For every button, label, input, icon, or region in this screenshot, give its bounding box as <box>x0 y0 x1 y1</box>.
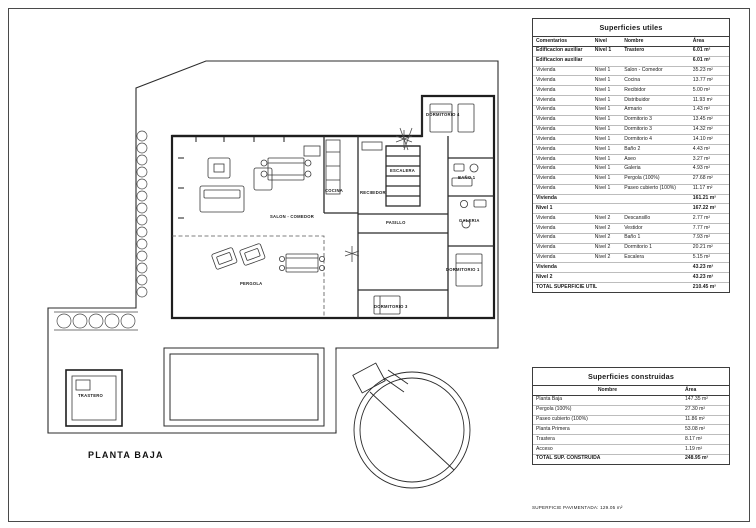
room-label-cocina: COCINA <box>325 188 344 193</box>
table-cell <box>592 194 621 204</box>
paved-surface-note: SUPERFICIE PAVIMENTADA: 129.05 m² <box>532 505 623 510</box>
table-row <box>533 435 729 445</box>
table-cell: 5.00 m² <box>690 86 729 96</box>
table-cell: Nivel 1 <box>592 174 621 184</box>
table-row <box>533 56 729 66</box>
table-cell: 6.01 m² <box>690 46 729 56</box>
table-row <box>533 253 729 263</box>
room-label-bano-1: BAÑO 1 <box>458 175 476 180</box>
table-row <box>533 96 729 106</box>
table-cell: 11.17 m² <box>690 184 729 194</box>
table-cell: 1.19 m² <box>682 445 729 455</box>
table-cell: 7.77 m² <box>690 224 729 234</box>
table-cell: Planta Primera <box>533 425 682 435</box>
table-row <box>533 184 729 194</box>
table-row <box>533 263 729 273</box>
table-cell: Edificacion auxiliar <box>533 46 592 56</box>
col-nombre: Nombre <box>621 37 690 46</box>
table-row <box>533 66 729 76</box>
table-cell: Nivel 1 <box>533 204 592 214</box>
table-cell <box>592 56 621 66</box>
table-cell: 7.93 m² <box>690 233 729 243</box>
table-cell: 43.23 m² <box>690 273 729 283</box>
col-area: Área <box>690 37 729 46</box>
table-row <box>533 395 729 405</box>
table-cell: Vivienda <box>533 86 592 96</box>
table-row <box>533 405 729 415</box>
table-cell: 248.95 m² <box>682 454 729 463</box>
room-label-pergola: PERGOLA <box>240 281 263 286</box>
table-cell: Dormitorio 4 <box>621 135 690 145</box>
table-cell: Nivel 2 <box>592 243 621 253</box>
table-row <box>533 233 729 243</box>
table-cell: Vivienda <box>533 233 592 243</box>
room-label-trastero: TRASTERO <box>78 393 104 398</box>
table-superficies-utiles <box>532 18 730 293</box>
table-cell: Vivienda <box>533 184 592 194</box>
table-cell: Trastera <box>533 435 682 445</box>
room-label-escalera: ESCALERA <box>390 168 416 173</box>
table-cell: Vivienda <box>533 253 592 263</box>
table-cell: Dormitorio 3 <box>621 115 690 125</box>
table-cell: Vivienda <box>533 174 592 184</box>
table-cell: 53.08 m² <box>682 425 729 435</box>
table-cell: TOTAL SUP. CONSTRUIDA <box>533 454 682 463</box>
col-nombre: Nombre <box>533 386 682 395</box>
table-cell: Pergola (100%) <box>621 174 690 184</box>
table-cell <box>592 273 621 283</box>
table-cell: Nivel 1 <box>592 105 621 115</box>
table-cell: Baño 2 <box>621 145 690 155</box>
table-cell: Nivel 2 <box>592 224 621 234</box>
table-cell: 13.77 m² <box>690 76 729 86</box>
table-cell: Nivel 1 <box>592 86 621 96</box>
table-cell: 35.23 m² <box>690 66 729 76</box>
table-cell: Vivienda <box>533 214 592 224</box>
table-cell: Nivel 1 <box>592 145 621 155</box>
table-row <box>533 425 729 435</box>
table-cell: Armario <box>621 105 690 115</box>
table-cell: Nivel 2 <box>592 253 621 263</box>
table-row <box>533 76 729 86</box>
table-cell: Pergola (100%) <box>533 405 682 415</box>
table-cell: Distribuidor <box>621 96 690 106</box>
table-cell: Vivienda <box>533 145 592 155</box>
table-cell: 8.17 m² <box>682 435 729 445</box>
col-comentarios: Comentarios <box>533 37 592 46</box>
table-cell: Dormitorio 3 <box>621 125 690 135</box>
table-cell: Trastero <box>621 46 690 56</box>
table-cell: Vivienda <box>533 115 592 125</box>
table-cell: Nivel 1 <box>592 125 621 135</box>
table-cell: Escalera <box>621 253 690 263</box>
room-label-dormitorio-1: DORMITORIO 1 <box>446 267 480 272</box>
page-title: PLANTA BAJA <box>88 450 164 460</box>
table-row <box>533 125 729 135</box>
table-cell: Vivienda <box>533 125 592 135</box>
table-row <box>533 115 729 125</box>
table-row <box>533 204 729 214</box>
table-cell: 2.77 m² <box>690 214 729 224</box>
table-cell: 14.10 m² <box>690 135 729 145</box>
table-cell: TOTAL SUPERFICIE UTIL <box>533 283 690 292</box>
table-cell: Vivienda <box>533 135 592 145</box>
table-row <box>533 164 729 174</box>
table-cell: Vivienda <box>533 96 592 106</box>
table-row <box>533 155 729 165</box>
table-cell: Nivel 1 <box>592 66 621 76</box>
table-row <box>533 105 729 115</box>
table-row <box>533 454 729 463</box>
table-cell: Nivel 1 <box>592 155 621 165</box>
table-cell: 161.21 m² <box>690 194 729 204</box>
table-cell: Nivel 1 <box>592 76 621 86</box>
table-cell: Vivienda <box>533 76 592 86</box>
table-cell: 27.68 m² <box>690 174 729 184</box>
table-cell <box>621 263 690 273</box>
table-cell: Vivienda <box>533 105 592 115</box>
table-cell: Baño 1 <box>621 233 690 243</box>
table-cell: 1.43 m² <box>690 105 729 115</box>
table-cell: Paseo cubierto (100%) <box>533 415 682 425</box>
table-row <box>533 243 729 253</box>
table-utiles-title: Superficies utiles <box>533 19 729 37</box>
table-cell: Recibidor <box>621 86 690 96</box>
table-cell: 11.86 m² <box>682 415 729 425</box>
table-cell: Paseo cubierto (100%) <box>621 184 690 194</box>
table-cell: Nivel 2 <box>592 214 621 224</box>
table-cell: Vivienda <box>533 263 592 273</box>
table-row <box>533 214 729 224</box>
table-cell: Nivel 2 <box>533 273 592 283</box>
room-label-pasillo: PASILLO <box>386 220 406 225</box>
room-label-dormitorio-3: DORMITORIO 3 <box>374 304 408 309</box>
table-cell <box>621 273 690 283</box>
room-label-recibidor: RECIBIDOR <box>360 190 386 195</box>
table-cell: Vivienda <box>533 155 592 165</box>
table-row <box>533 224 729 234</box>
col-area: Área <box>682 386 729 395</box>
table-cell: Aseo <box>621 155 690 165</box>
table-row <box>533 86 729 96</box>
table-utiles-header-row <box>533 37 729 46</box>
table-cell: 3.27 m² <box>690 155 729 165</box>
table-cell: Dormitorio 1 <box>621 243 690 253</box>
table-cell <box>621 194 690 204</box>
table-cell: Vivienda <box>533 66 592 76</box>
table-cell: Edificacion auxiliar <box>533 56 592 66</box>
table-cell: Descansillo <box>621 214 690 224</box>
table-cell: Vivienda <box>533 224 592 234</box>
col-nivel: Nivel <box>592 37 621 46</box>
table-cell: Nivel 1 <box>592 184 621 194</box>
table-cell: 6.01 m² <box>690 56 729 66</box>
table-cell: 27.30 m² <box>682 405 729 415</box>
table-cell: Nivel 1 <box>592 115 621 125</box>
table-cell: 14.32 m² <box>690 125 729 135</box>
table-cell: Planta Baja <box>533 395 682 405</box>
table-cell: 43.23 m² <box>690 263 729 273</box>
table-cell: Vivienda <box>533 164 592 174</box>
table-cell: 147.35 m² <box>682 395 729 405</box>
table-cell: Galeria <box>621 164 690 174</box>
table-cell <box>592 263 621 273</box>
table-cell: Vivienda <box>533 243 592 253</box>
table-cell: Nivel 1 <box>592 135 621 145</box>
table-construidas-header-row <box>533 386 729 395</box>
table-row <box>533 174 729 184</box>
table-cell: Nivel 1 <box>592 96 621 106</box>
table-superficies-construidas <box>532 367 730 465</box>
table-cell: Vivienda <box>533 194 592 204</box>
table-cell: 4.93 m² <box>690 164 729 174</box>
room-label-dormitorio-4: DORMITORIO 4 <box>426 112 460 117</box>
table-cell: 13.45 m² <box>690 115 729 125</box>
table-row <box>533 445 729 455</box>
table-cell: 5.15 m² <box>690 253 729 263</box>
table-cell: 4.43 m² <box>690 145 729 155</box>
table-cell: 210.45 m² <box>690 283 729 292</box>
table-row <box>533 135 729 145</box>
table-cell <box>621 56 690 66</box>
table-row <box>533 273 729 283</box>
table-cell <box>592 204 621 214</box>
table-cell: 167.22 m² <box>690 204 729 214</box>
table-row <box>533 415 729 425</box>
table-cell: Cocina <box>621 76 690 86</box>
table-construidas-title: Superficies construidas <box>533 368 729 386</box>
table-row <box>533 283 729 292</box>
table-cell <box>621 204 690 214</box>
floor-plan <box>18 18 518 503</box>
room-label-galeria: GALERIA <box>459 218 480 223</box>
table-cell: Nivel 1 <box>592 164 621 174</box>
table-cell: Nivel 1 <box>592 46 621 56</box>
table-cell: 11.93 m² <box>690 96 729 106</box>
table-cell: Vestidor <box>621 224 690 234</box>
table-row <box>533 194 729 204</box>
room-label-salon-comedor: SALON - COMEDOR <box>270 214 314 219</box>
table-row <box>533 145 729 155</box>
table-cell: Acceso <box>533 445 682 455</box>
table-row <box>533 46 729 56</box>
table-cell: 20.21 m² <box>690 243 729 253</box>
table-cell: Salon - Comedor <box>621 66 690 76</box>
floor-plan-drawing <box>18 18 518 503</box>
table-cell: Nivel 2 <box>592 233 621 243</box>
